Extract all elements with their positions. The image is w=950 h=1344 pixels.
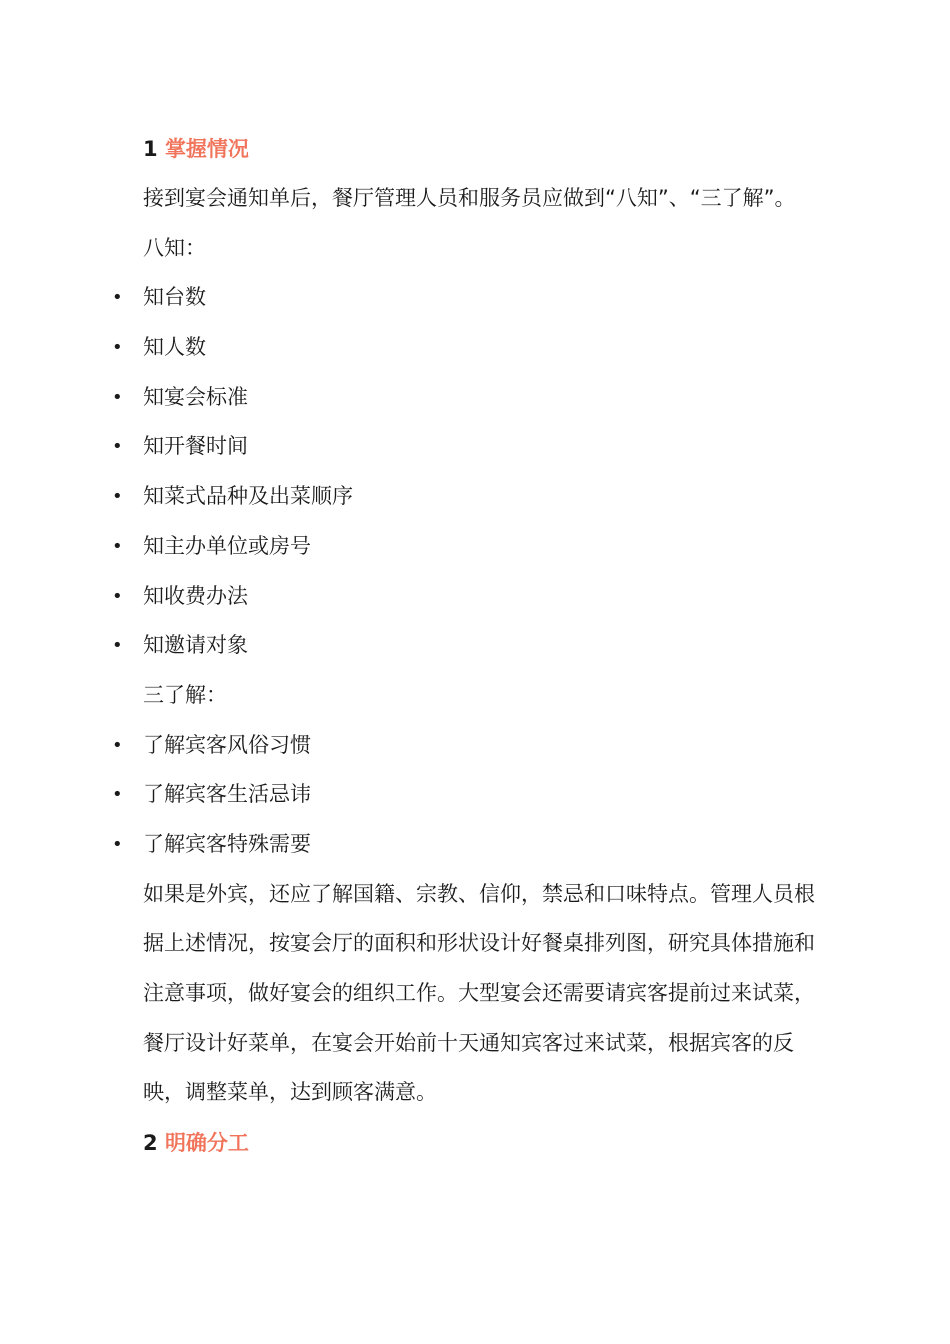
list-item: • 知宴会标准 [143, 373, 833, 423]
bullet-icon: • [112, 535, 123, 557]
section-number: 2 [143, 1131, 158, 1156]
list-item: • 知主办单位或房号 [143, 522, 833, 572]
list-item: • 知邀请对象 [143, 621, 833, 671]
section-heading-2 [143, 1118, 833, 1168]
section-title: 明确分工 [164, 1131, 249, 1156]
bullet-icon: • [112, 287, 123, 309]
details-paragraph: 如果是外宾，还应了解国籍、宗教、信仰，禁忌和口味特点。管理人员根据上述情况，按宴会厅的面积和形状设计好餐桌排列图，研究具体措施和注意事项，做好宴会的组织工作。大型宴会还需要请宾客提前过来试菜，餐厅设计好菜单，在宴会开始前十天通知宾客过来试菜，根据宾客的反映，调整菜单，达到顾客满意。 [143, 881, 815, 1105]
bazhi-list [112, 273, 833, 671]
intro-paragraph: 接到宴会通知单后，餐厅管理人员和服务员应做到“八知”、“三了解”。 [143, 186, 796, 210]
list-item: • 知人数 [143, 323, 833, 373]
bullet-icon: • [112, 486, 123, 508]
bullet-icon: • [112, 386, 123, 408]
list-item: • 知收费办法 [143, 572, 833, 622]
bullet-icon: • [112, 585, 123, 607]
bullet-icon: • [112, 337, 123, 359]
bullet-icon: • [112, 436, 123, 458]
section-number: 1 [143, 137, 158, 161]
list-item: • 知台数 [143, 273, 833, 323]
bullet-icon: • [112, 833, 123, 855]
list-item: • 了解宾客风俗习惯 [143, 721, 833, 771]
list-item: • 了解宾客生活忌讳 [143, 770, 833, 820]
section-title: 掌握情况 [164, 137, 249, 161]
sanliaojie-label: 三了解： [143, 682, 227, 707]
document-content [112, 124, 833, 1168]
sanliaojie-list [112, 721, 833, 870]
section-heading-1 [143, 124, 833, 174]
list-item: • 知菜式品种及出菜顺序 [143, 472, 833, 522]
bullet-icon: • [112, 784, 123, 806]
list-item: • 知开餐时间 [143, 422, 833, 472]
bazhi-label: 八知： [143, 235, 206, 260]
bullet-icon: • [112, 734, 123, 756]
bullet-icon: • [112, 635, 123, 657]
list-item: • 了解宾客特殊需要 [143, 820, 833, 870]
